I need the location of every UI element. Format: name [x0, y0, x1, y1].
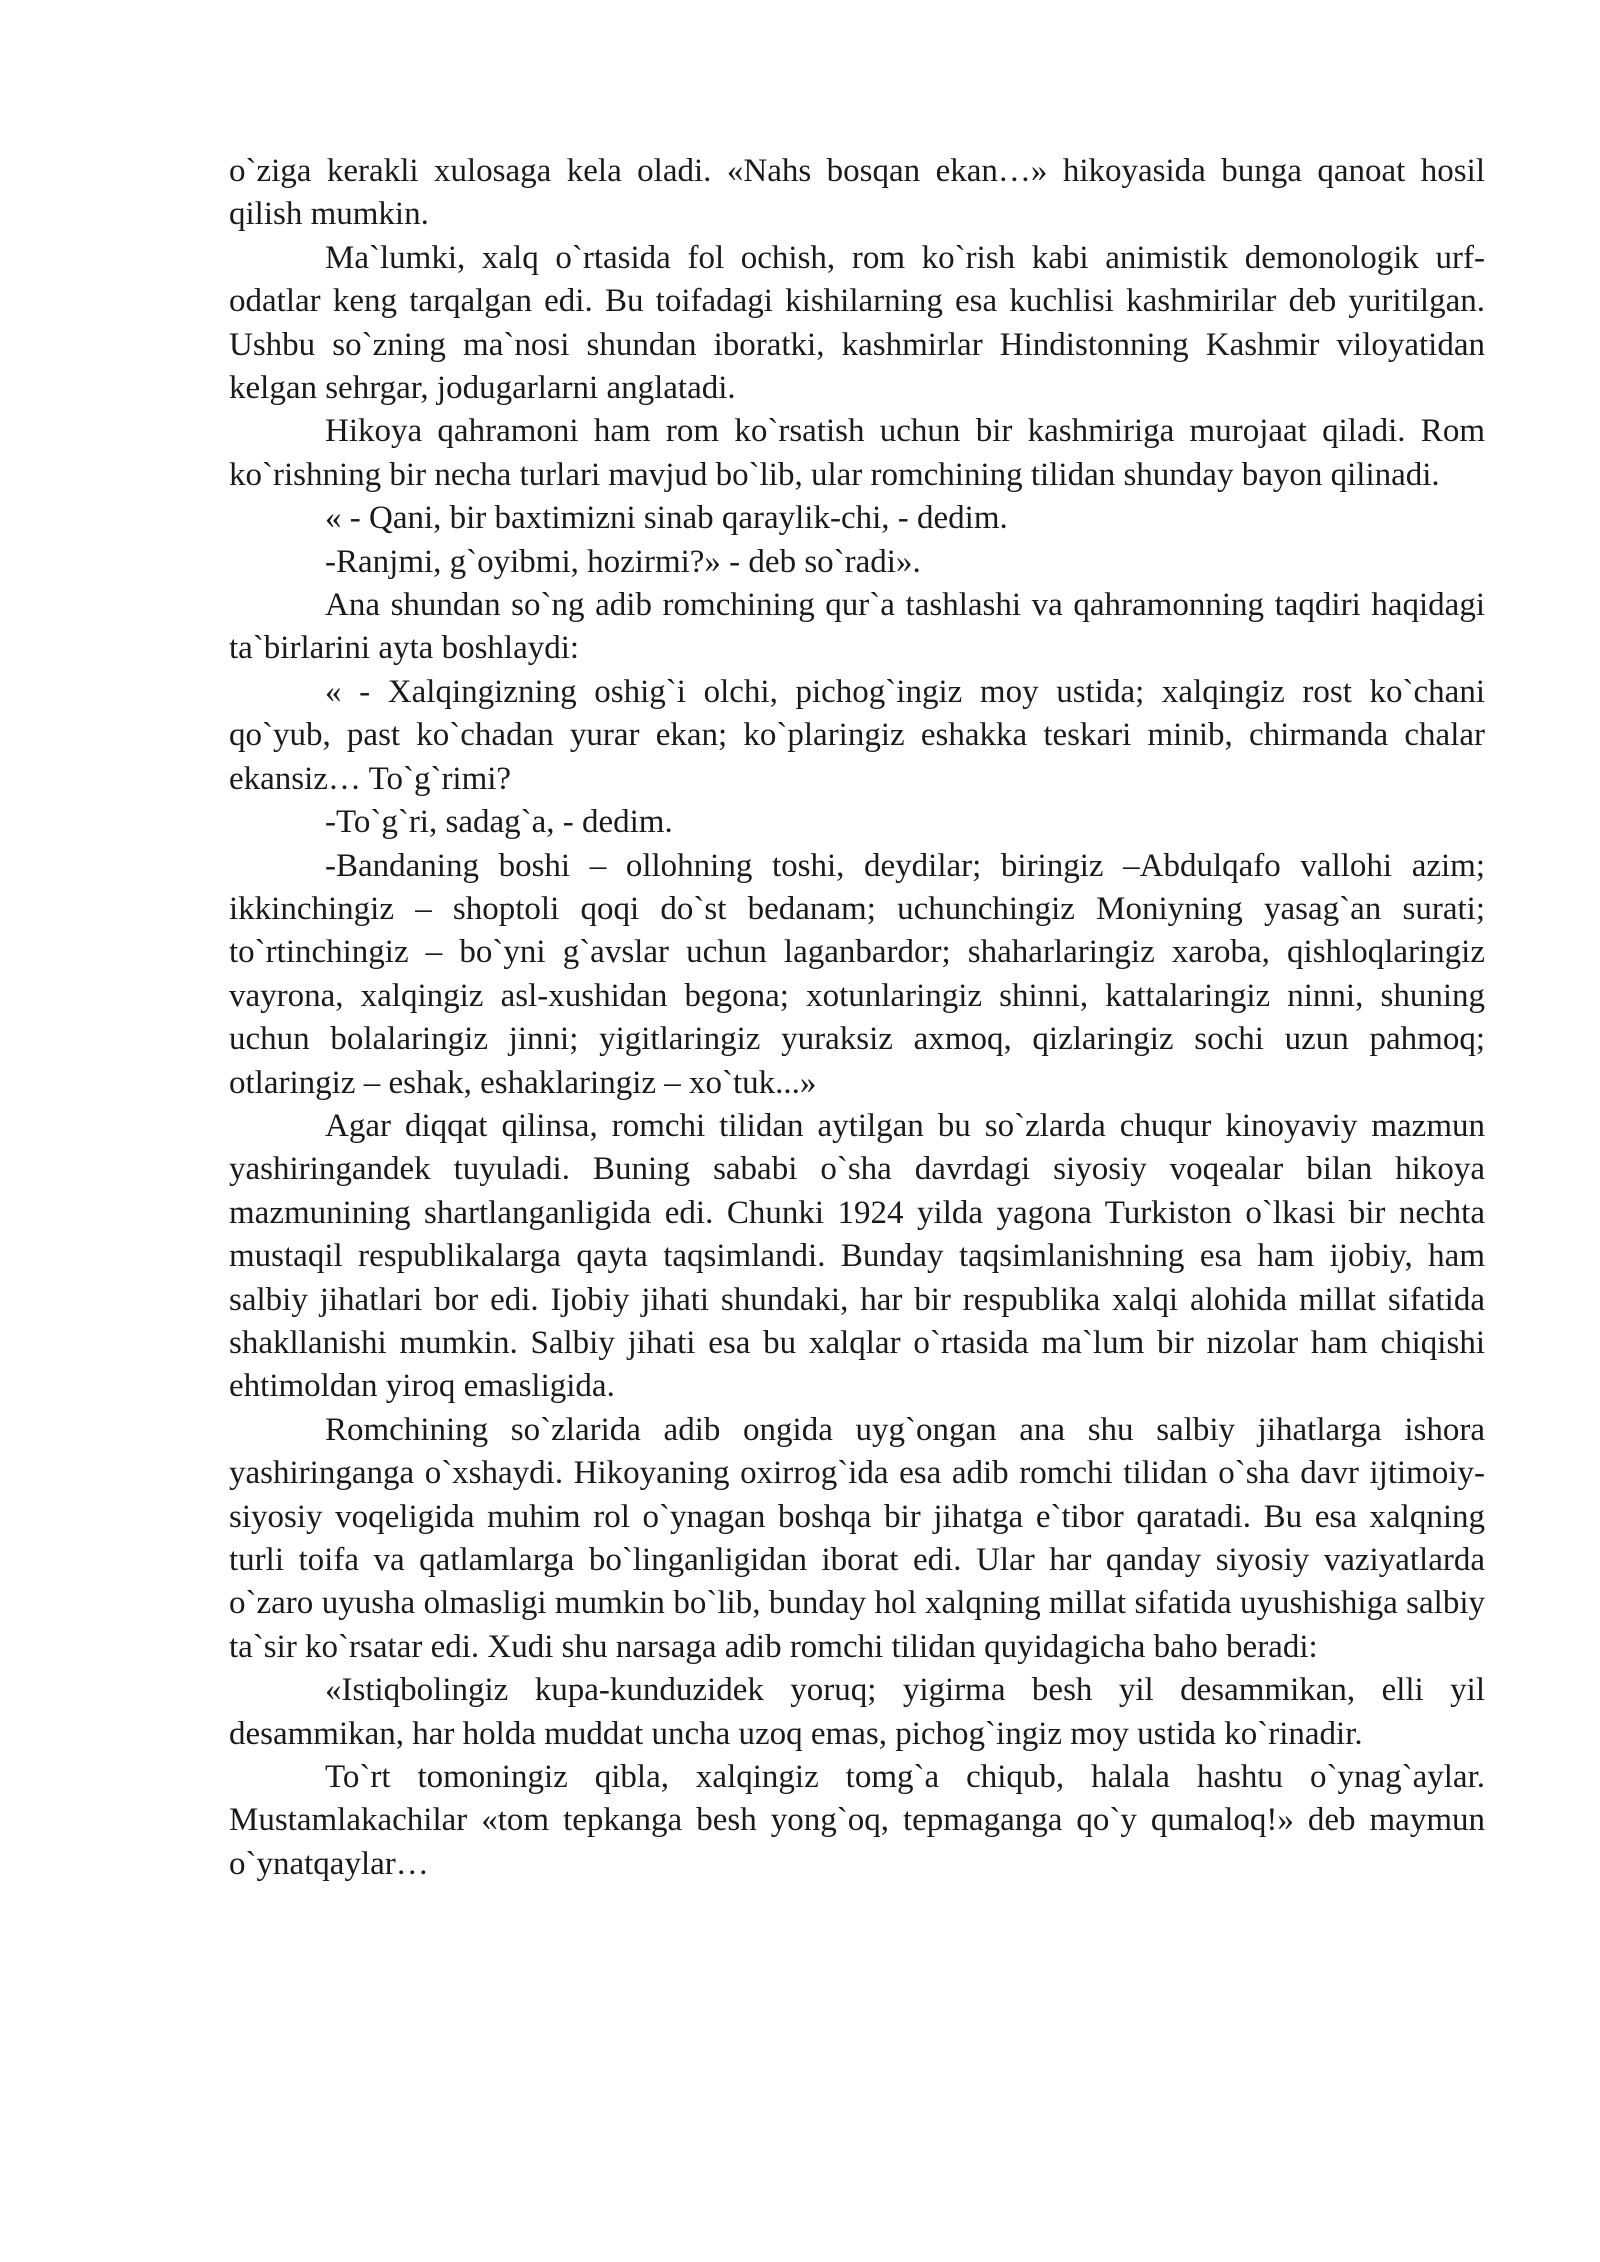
paragraph-8: -To`g`ri, sadag`a, - dedim. [325, 804, 673, 841]
paragraph-7: « - Xalqingizning oshig`i olchi, pichog`ingiz moy ustida; xalqingiz rost ko`chani qo`yub, past ko`chadan yurar ekan; ko`plaringiz eshakka teskari minib, chirmanda chalar ekansiz… To`g`rimi? [229, 673, 1485, 797]
document-page [229, 150, 1485, 1886]
paragraph-10: Agar diqqat qilinsa, romchi tilidan aytilgan bu so`zlarda chuqur kinoyaviy mazmun yashiringandek tuyuladi. Buning sababi o`sha davrdagi siyosiy voqealar bilan hikoya mazmunining shartlanganligida edi. Chunki 1924 yilda yagona Turkiston o`lkasi bir nechta mustaqil respublikalarga qayta taqsimlandi. Bunday taqsimlanishning esa ham ijobiy, ham salbiy jihatlari bor edi. Ijobiy jihati shundaki, har bir respublika xalqi alohida millat sifatida shakllanishi mumkin. Salbiy jihati esa bu xalqlar o`rtasida ma`lum bir nizolar ham chiqishi ehtimoldan yiroq emasligida. [229, 1107, 1485, 1405]
paragraph-3: Hikoya qahramoni ham rom ko`rsatish uchun bir kashmiriga murojaat qiladi. Rom ko`rishning bir necha turlari mavjud bo`lib, ular romchining tilidan shunday bayon qilinadi. [229, 413, 1485, 493]
paragraph-2: Ma`lumki, xalq o`rtasida fol ochish, rom ko`rish kabi animistik demonologik urf-odatlar keng tarqalgan edi. Bu toifadagi kishilarning esa kuchlisi kashmirilar deb yuritilgan. Ushbu so`zning ma`nosi shundan iboratki, kashmirlar Hindistonning Kashmir viloyatidan kelgan sehrgar, jodugarlarni anglatadi. [229, 239, 1485, 407]
paragraph-9: -Bandaning boshi – ollohning toshi, deydilar; biringiz –Abdulqafo vallohi azim; ikkinchingiz – shoptoli qoqi do`st bedanam; uchunchingiz Moniyning yasag`an surati; to`rtinchingiz – bo`yni g`avslar uchun laganbardor; shaharlaringiz xaroba, qishloqlaringiz vayrona, xalqingiz asl-xushidan begona; xotunlaringiz shinni, kattalaringiz ninni, shuning uchun bolalaringiz jinni; yigitlaringiz yuraksiz axmoq, qizlaringiz sochi uzun pahmoq; otlaringiz – eshak, eshaklaringiz – xo`tuk...» [229, 847, 1485, 1101]
paragraph-4: « - Qani, bir baxtimizni sinab qaraylik-chi, - dedim. [325, 500, 1008, 537]
paragraph-12: «Istiqbolingiz kupa-kunduzidek yoruq; yigirma besh yil desammikan, elli yil desammikan, har holda muddat uncha uzoq emas, pichog`ingiz moy ustida ko`rinadir. [229, 1672, 1485, 1752]
paragraph-11: Romchining so`zlarida adib ongida uyg`ongan ana shu salbiy jihatlarga ishora yashiringanga o`xshaydi. Hikoyaning oxirrog`ida esa adib romchi tilidan o`sha davr ijtimoiy-siyosiy voqeligida muhim rol o`ynagan boshqa bir jihatga e`tibor qaratadi. Bu esa xalqning turli toifa va qatlamlarga bo`linganligidan iborat edi. Ular har qanday siyosiy vaziyatlarda o`zaro uyusha olmasligi mumkin bo`lib, bunday hol xalqning millat sifatida uyushishiga salbiy ta`sir ko`rsatar edi. Xudi shu narsaga adib romchi tilidan quyidagicha baho beradi: [229, 1411, 1485, 1665]
paragraph-13: To`rt tomoningiz qibla, xalqingiz tomg`a chiqub, halala hashtu o`ynag`aylar. Mustamlakachilar «tom tepkanga besh yong`oq, tepmaganga qo`y qumaloq!» deb maymun o`ynatqaylar… [229, 1759, 1485, 1882]
paragraph-6: Ana shundan so`ng adib romchining qur`a tashlashi va qahramonning taqdiri haqidagi ta`birlarini ayta boshlaydi: [229, 587, 1485, 667]
paragraph-1: o`ziga kerakli xulosaga kela oladi. «Nahs bosqan ekan…» hikoyasida bunga qanoat hosil qilish mumkin. [229, 153, 1485, 233]
paragraph-5: -Ranjmi, g`oyibmi, hozirmi?» - deb so`radi». [325, 543, 921, 580]
